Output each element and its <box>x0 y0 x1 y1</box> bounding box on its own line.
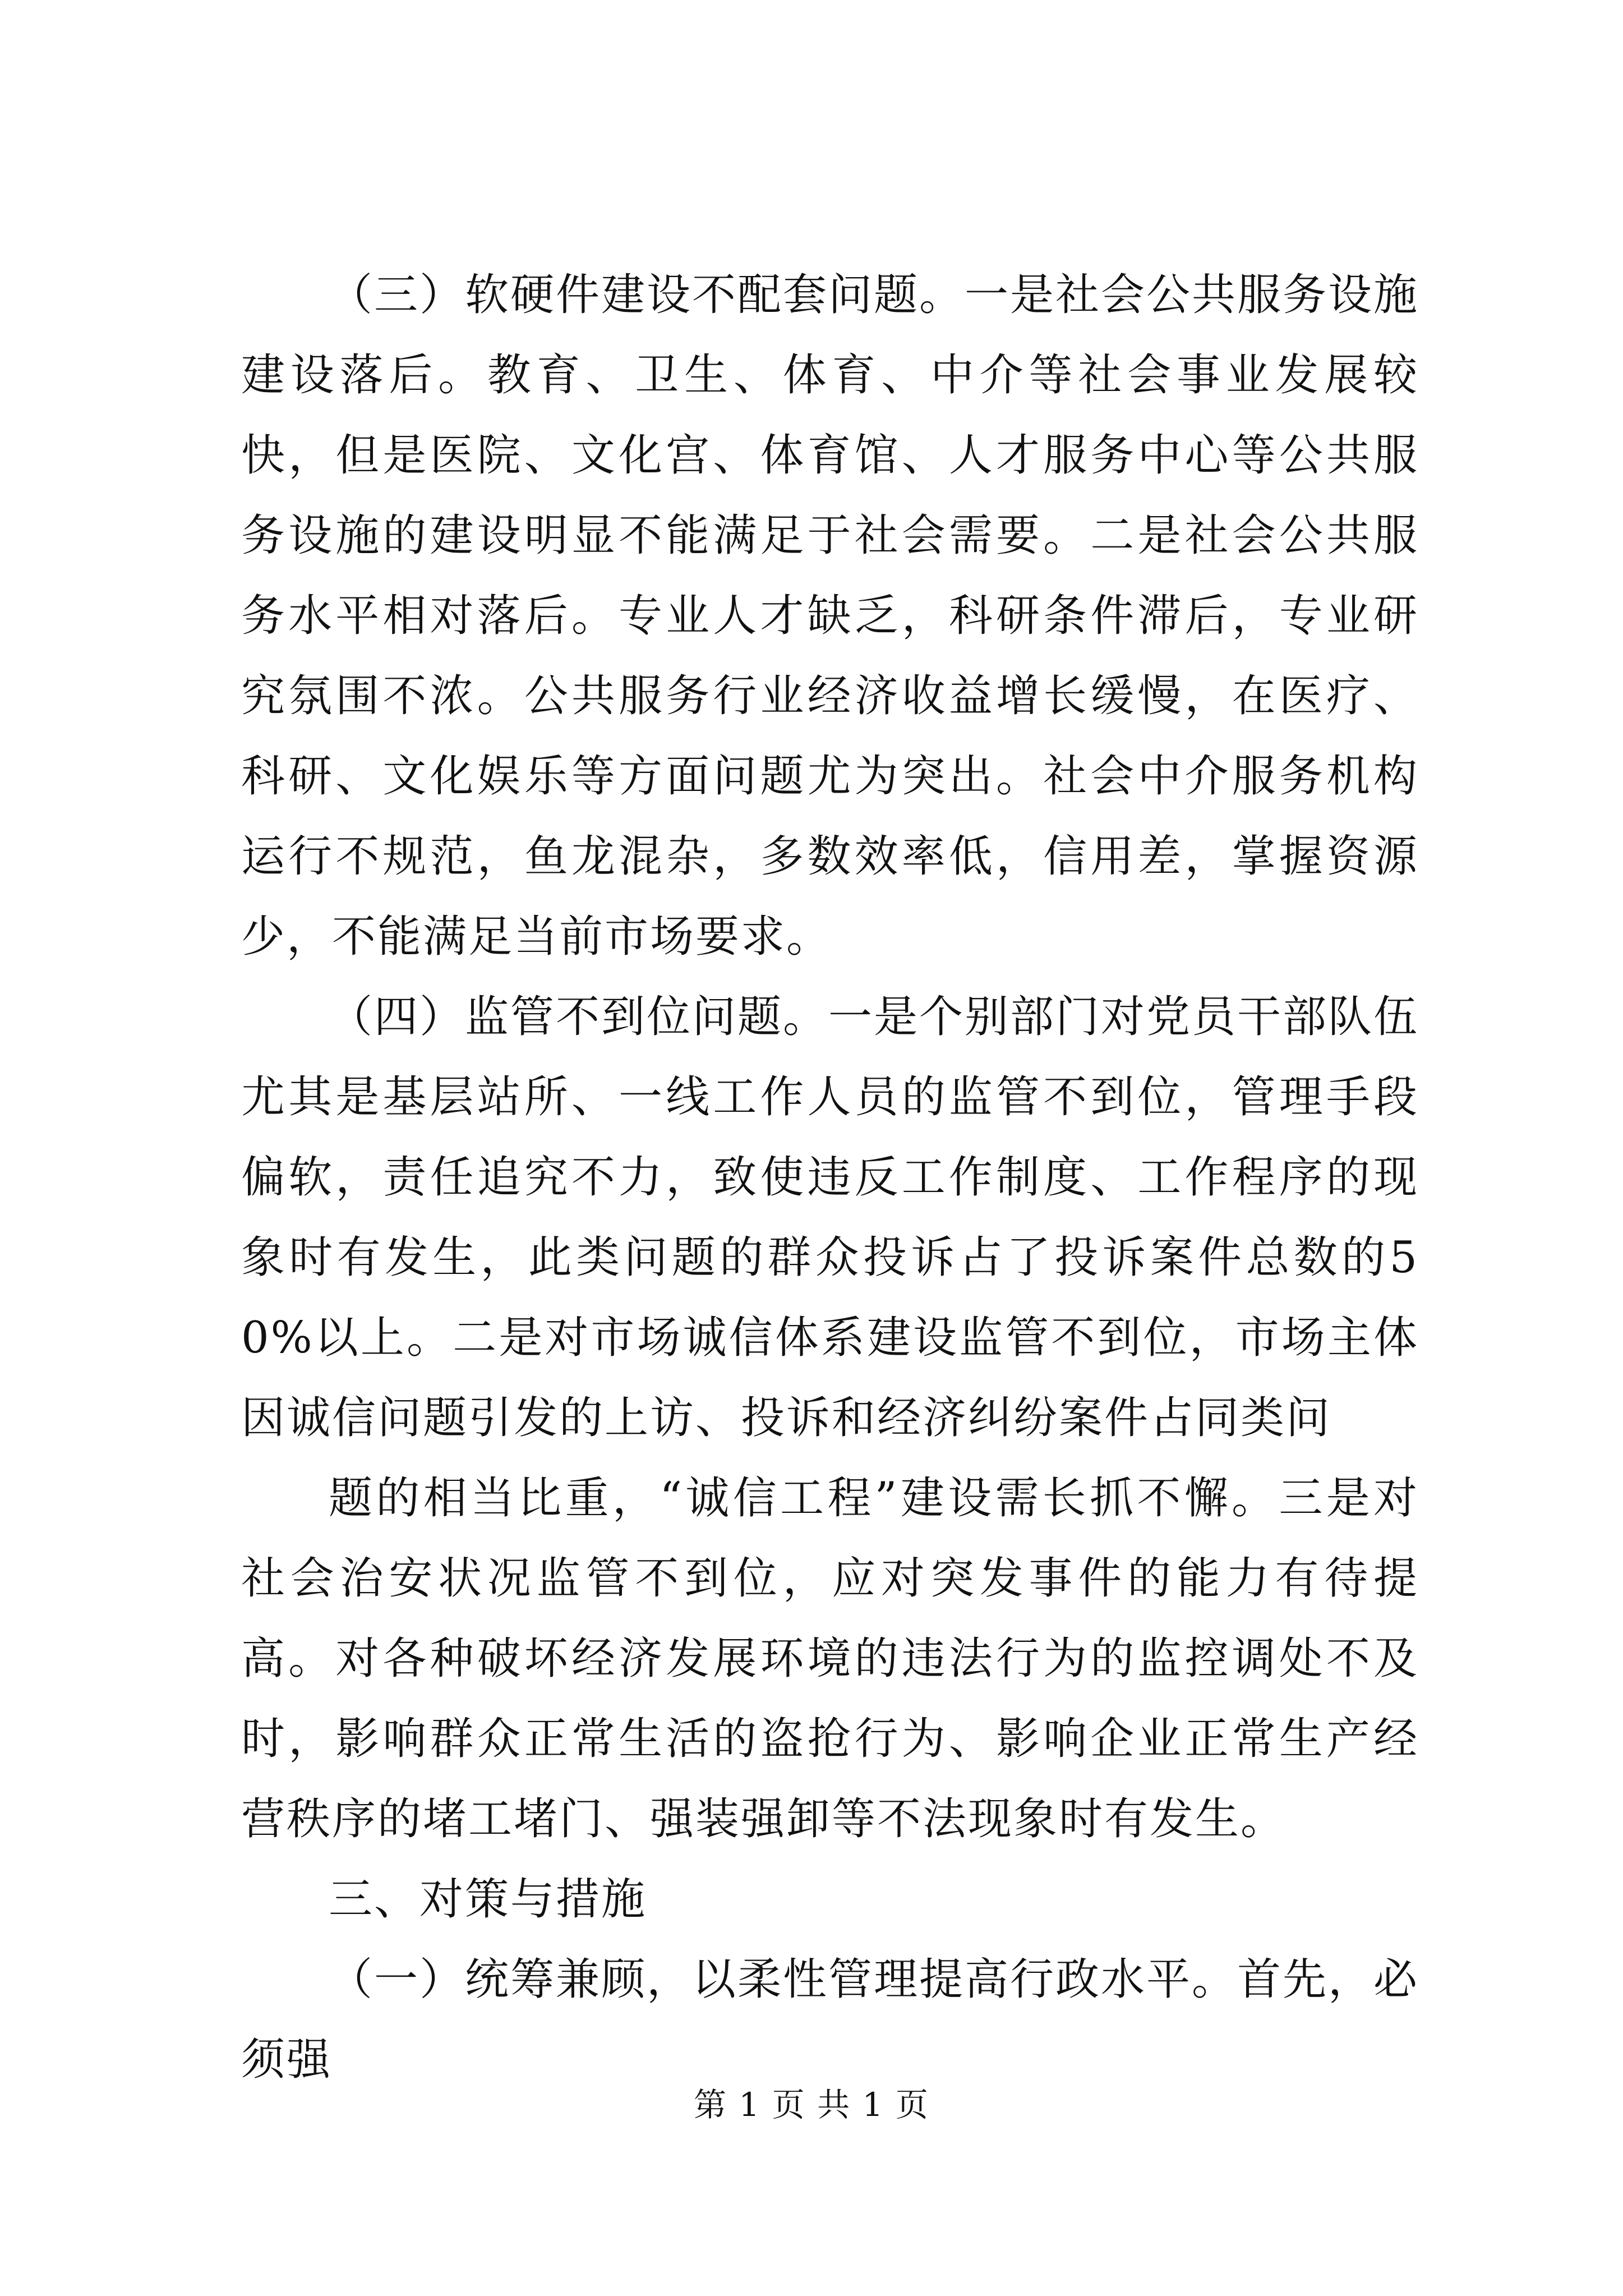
paragraph-credit-security: 题的相当比重，“诚信工程”建设需长抓不懈。三是对社会治安状况监管不到位，应对突发事件的能力有待提高。对各种破坏经济发展环境的违法行为的监控调处不及时，影响群众正常生活的盗抢行为、影响企业正常生产经营秩序的堵工堵门、强装强卸等不法现象时有发生。 <box>241 1473 1419 1844</box>
document-body <box>241 255 1419 2100</box>
page-footer: 第 1 页 共 1 页 <box>694 2086 929 2124</box>
paragraph-software-hardware: （三）软硬件建设不配套问题。一是社会公共服务设施建设落后。教育、卫生、体育、中介等社会事业发展较快，但是医院、文化宫、体育馆、人才服务中心等公共服务设施的建设明显不能满足于社会需要。二是社会公共服务水平相对落后。专业人才缺乏，科研条件滞后，专业研究氛围不浓。公共服务行业经济收益增长缓慢，在医疗、科研、文化娱乐等方面问题尤为突出。社会中介服务机构运行不规范，鱼龙混杂，多数效率低，信用差，掌握资源少，不能满足当前市场要求。 <box>241 270 1419 962</box>
paragraph-supervision: （四）监管不到位问题。一是个别部门对党员干部队伍尤其是基层站所、一线工作人员的监管不到位，管理手段偏软，责任追究不力，致使违反工作制度、工作程序的现象时有发生，此类问题的群众投诉占了投诉案件总数的50%以上。二是对市场诚信体系建设监管不到位，市场主体因诚信问题引发的上访、投诉和经济纠纷案件占同类问 <box>241 992 1419 1443</box>
paragraph-measures-1: （一）统筹兼顾，以柔性管理提高行政水平。首先，必须强 <box>241 1954 1419 2085</box>
section-heading: 三、对策与措施 <box>329 1874 647 1925</box>
